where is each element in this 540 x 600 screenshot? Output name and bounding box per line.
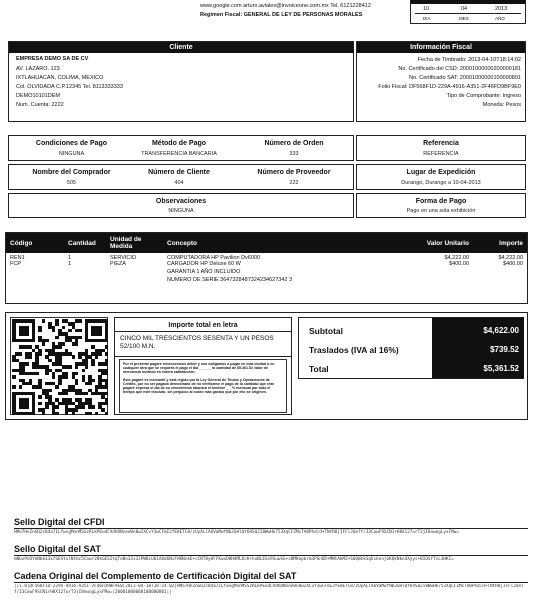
- cell-unidad: [106, 277, 163, 285]
- cell-concepto: COMPUTADORA HP Pavilion Dv6000: [167, 255, 261, 261]
- qr-module: [42, 342, 46, 346]
- letra-divider: [115, 331, 291, 332]
- cell-valor-unitario: [393, 277, 473, 285]
- qr-module: [19, 352, 23, 356]
- observaciones-label: Observaciones: [155, 198, 207, 205]
- qr-module: [35, 372, 39, 376]
- date-year: 2013: [495, 6, 508, 12]
- numcliente-value: 404: [174, 180, 184, 186]
- qr-module: [105, 339, 109, 343]
- table-row: [6, 269, 527, 277]
- qr-module: [105, 392, 109, 396]
- qr-module: [72, 412, 76, 416]
- fiscal-box: [356, 41, 526, 122]
- qr-module: [55, 322, 59, 326]
- qr-module: [82, 405, 86, 409]
- qr-module: [98, 352, 102, 356]
- metodo-label: Método de Pago: [151, 140, 207, 147]
- qr-module: [38, 395, 42, 399]
- cell-concepto: GARANTIA 1 AÑO INCLUIDO: [167, 269, 241, 275]
- cliente-address-1: AV. LAZARO. 123: [16, 66, 60, 72]
- metodo-value: TRANSFERENCIA BANCARIA: [141, 151, 217, 157]
- observaciones-value: NINGUNA: [168, 208, 194, 214]
- qr-module: [88, 382, 92, 386]
- cell-cantidad: [64, 277, 106, 285]
- qr-module: [91, 379, 95, 383]
- qr-module: [91, 405, 95, 409]
- qr-module: [82, 369, 86, 373]
- qr-module: [38, 329, 42, 333]
- referencia-label: Referencia: [423, 140, 459, 147]
- qr-module: [38, 402, 42, 406]
- cadena-value: ||1.0|DF568F1D-229A-4916-A351-2F46FD9BF9E0|2013-04-10T18:14:02|HMo7HnZnGQ2c84a71LfwvgMnnMSSzRLkPEudCVdhDNveeBn8w2XCvY3wCFmI2fE8ETC8/zUyALlA6VaMwfNb3SHlQY69SQ2I8WwHk753XqCFZMcTA0Phd/d+TNtR8jIFFlJQe7f/I3CowF9SCN1rH8X127urT3jI8nwogLyxFMw=|20001000000100000801||: [14, 584, 524, 595]
- cell-cantidad: 1: [68, 255, 72, 261]
- qr-module: [32, 339, 36, 343]
- header-importe: Importe: [473, 233, 527, 253]
- qr-module: [75, 408, 79, 412]
- qr-module: [65, 392, 69, 396]
- qr-module: [45, 372, 49, 376]
- cell-concepto: CARGADOR HP Deluxe 60 W: [167, 261, 241, 267]
- fiscal-tipo: Tipo de Comprobante: Ingreso: [446, 93, 521, 99]
- header-concepto: Concepto: [163, 233, 393, 253]
- forma-pago-label: Forma de Pago: [415, 198, 467, 205]
- qr-module: [55, 412, 59, 416]
- forma-pago-value: Pago en una sola exhibición: [406, 208, 476, 214]
- subtotal-value: $4,622.00: [483, 326, 519, 335]
- cadena-rule: [14, 582, 528, 583]
- qr-module: [48, 389, 52, 393]
- items-table: [6, 233, 527, 285]
- issuer-contact-line: www.google.com arturo.aviales@invoiceone.com.mx Tel. 6121228412: [200, 3, 371, 9]
- cliente-account: Num. Cuenta: 2222: [16, 102, 64, 108]
- qr-module: [42, 319, 46, 323]
- cell-unidad: SERVICIO: [110, 255, 137, 261]
- qr-module: [32, 412, 36, 416]
- qr-module: [55, 336, 59, 340]
- date-divider: [415, 13, 521, 14]
- fiscal-folio: Folio Fiscal: DF568F1D-229A-4916-A351-2F46FD9BF9E0: [378, 84, 521, 90]
- lugar-value: Durango, Durango a 10-04-2013: [401, 180, 481, 186]
- qr-module: [105, 372, 109, 376]
- qr-module: [105, 362, 109, 366]
- condiciones-value: NINGUNA: [58, 151, 85, 157]
- forma-pago-box: [356, 193, 526, 218]
- letra-box: [114, 317, 292, 415]
- qr-module: [105, 352, 109, 356]
- fiscal-title: Información Fiscal: [357, 42, 525, 53]
- orden-label: Número de Orden: [264, 140, 324, 147]
- cell-importe: $400.00: [503, 261, 523, 267]
- cadena-title: Cadena Original del Complemento de Certificación Digital del SAT: [14, 571, 297, 581]
- cliente-rfc: DEMO10101DEM: [16, 93, 61, 99]
- qr-module: [19, 385, 23, 389]
- qr-module: [98, 332, 102, 336]
- qr-module: [85, 392, 89, 396]
- cell-valor-unitario: $400.00: [449, 261, 469, 267]
- totals-box: [298, 317, 524, 379]
- cliente-address-2: IXTLAHUACAN, COLIMA, MEXICO: [16, 75, 104, 81]
- qr-module: [52, 375, 56, 379]
- qr-module: [75, 342, 79, 346]
- cell-valor-unitario: [393, 269, 473, 277]
- cell-concepto: NUMERO DE SERIE 3647328487324234627342 3: [167, 277, 293, 283]
- sello-cfdi-title: Sello Digital del CFDI: [14, 517, 105, 527]
- qr-module: [105, 412, 109, 416]
- qr-module: [65, 412, 69, 416]
- cell-unidad: [106, 269, 163, 277]
- qr-module: [25, 332, 29, 336]
- cell-codigo: [6, 277, 64, 285]
- traslados-label: Traslados (IVA al 16%): [309, 345, 399, 355]
- qr-module: [58, 345, 62, 349]
- qr-module: [65, 375, 69, 379]
- pagare-text-2: Este pagaré es mercantil y está regido por la Ley General de Títulos y Operaciones de Crédito, por no ser pagado demostrado de no verificarse el pago de la cantidad que este pagaré expresa el día de su vencimiento abonará el tenedor ___% mensual por todo el tiempo que esté insoluto, sin perjuicio al cobro más gastos que por ello se originen.: [123, 377, 275, 395]
- qr-module: [78, 336, 82, 340]
- totals-section: [5, 312, 528, 420]
- total-value: $5,361.52: [483, 364, 519, 373]
- table-row: [6, 277, 527, 285]
- cell-codigo: [6, 269, 64, 277]
- date-year-label: AÑO: [495, 16, 505, 21]
- cliente-title: Cliente: [9, 42, 353, 53]
- comprador-label: Nombre del Comprador: [32, 169, 111, 176]
- qr-module: [45, 339, 49, 343]
- cell-codigo: REN1: [10, 255, 25, 261]
- letra-title: Importe total en letra: [168, 322, 238, 329]
- pagare-box: [119, 359, 287, 413]
- header-valor-unitario: Valor Unitario: [393, 233, 473, 253]
- cell-codigo: FCP: [10, 261, 21, 267]
- proveedor-label: Número de Proveedor: [257, 169, 331, 176]
- cliente-name: EMPRESA DEMO SA DE CV: [16, 56, 89, 62]
- items-box: [5, 232, 528, 304]
- payment-info-box: [8, 135, 354, 161]
- cell-cantidad: [64, 269, 106, 277]
- qr-module: [12, 385, 16, 389]
- sello-cfdi-value: HMo7HnZnGQ2c84a71LfwvgMnnMSSzRLkPEudCVdhDNveeBn8w2XCvY3wCFmI2fE8ETC8/zUyALlA6VaMwfNb3SHlQY69SQ2I8WwHk753XqCFZMcTA0Phd/d+TNtR8jIFFlJQe7f/I3CowF9SCN1rH8X127urT3jI8nwogLyxFMw=: [14, 530, 459, 535]
- cell-importe: [473, 269, 527, 277]
- cliente-box: [8, 41, 354, 122]
- qr-module: [45, 405, 49, 409]
- header-unidad: Unidad de Medida: [106, 233, 163, 253]
- lugar-label: Lugar de Expedición: [406, 169, 476, 176]
- qr-module: [62, 342, 66, 346]
- qr-module: [52, 329, 56, 333]
- cell-importe: [473, 277, 527, 285]
- observaciones-box: [8, 193, 354, 218]
- cell-valor-unitario: $4,222.00: [444, 255, 469, 261]
- condiciones-label: Condiciones de Pago: [35, 140, 108, 147]
- qr-module: [58, 382, 62, 386]
- qr-module: [75, 382, 79, 386]
- fiscal-cert-sat: No. Certificado SAT: 20001000000100000801: [409, 75, 521, 81]
- letra-value: CINCO MIL TRESCIENTOS SESENTA Y UN PESOS 52/100 M.N.: [120, 335, 274, 350]
- qr-module: [78, 329, 82, 333]
- fiscal-timbrado: Fecha de Timbrado: 2013-04-10T18:14:02: [417, 57, 521, 63]
- letra-divider-2: [115, 356, 291, 357]
- items-header-row: [6, 233, 527, 253]
- fiscal-csd: No. Certificado del CSD: 20001000000200000181: [398, 66, 521, 72]
- qr-module: [85, 365, 89, 369]
- qr-module: [75, 365, 79, 369]
- header-cantidad: Cantidad: [64, 233, 106, 253]
- cell-cantidad: 1: [68, 261, 72, 267]
- subtotal-label: Subtotal: [309, 326, 343, 336]
- qr-module: [78, 319, 82, 323]
- issuer-regimen: Regimen Fiscal: GENERAL DE LEY DE PERSONAS MORALES: [200, 12, 363, 18]
- date-day: 10: [423, 6, 430, 12]
- qr-module: [29, 355, 33, 359]
- referencia-value: REFERENCIA: [423, 151, 459, 157]
- total-label: Total: [309, 364, 329, 374]
- qr-module: [68, 329, 72, 333]
- qr-module: [91, 362, 95, 366]
- fiscal-moneda: Moneda: Pesos: [482, 102, 521, 108]
- cliente-address-3: Col. OLVIDADA C.P.12345 Tel. 8113333333: [16, 84, 123, 90]
- date-day-label: DIA: [423, 16, 431, 21]
- qr-code: [10, 317, 108, 415]
- qr-module: [25, 362, 29, 366]
- qr-module: [95, 412, 99, 416]
- numcliente-label: Número de Cliente: [148, 169, 210, 176]
- qr-module: [42, 412, 46, 416]
- date-block: [410, 0, 526, 24]
- cell-unidad: PIEZA: [110, 261, 126, 267]
- traslados-value: $739.52: [490, 345, 519, 354]
- date-month: 04: [461, 6, 468, 12]
- qr-module: [38, 352, 42, 356]
- qr-module: [55, 385, 59, 389]
- qr-module: [95, 355, 99, 359]
- sello-sat-value: mNGxPnDYkNb613x7SEStxlNtbc5Cowr28kGES2tqTeBn33i3JPWBiU61ADd6NiFHKNckE+cCNT8yHFFKwxD8H4MLDcK+huNLESn9SuwSG+z8MKepbrm3PSnDD+MNtAkMZ+S0QWzkSqEcknnjGKQkNkn4Xyys+BIOSf7sL3HKI=: [14, 557, 454, 562]
- sello-sat-rule: [14, 555, 528, 556]
- lugar-box: [356, 164, 526, 190]
- qr-module: [25, 405, 29, 409]
- qr-module: [105, 402, 109, 406]
- orden-value: 333: [289, 151, 299, 157]
- qr-module: [72, 355, 76, 359]
- referencia-box: [356, 135, 526, 161]
- qr-module: [68, 365, 72, 369]
- table-row: [6, 253, 527, 261]
- header-codigo: Código: [6, 233, 64, 253]
- proveedor-value: 222: [289, 180, 299, 186]
- pagare-text-1: Por el presente pagaré reconocemos deber y nos obligamos a pagar en esta ciudad o en cualquier otra que se requiera el pago el día ______ la cantidad de $5,361.52 valor de mercancía recibido en entera satisfacción.: [123, 362, 275, 375]
- qr-module: [105, 385, 109, 389]
- cell-importe: $4,222.00: [498, 255, 523, 261]
- table-row: [6, 261, 527, 269]
- sello-cfdi-rule: [14, 528, 528, 529]
- buyer-info-box: [8, 164, 354, 190]
- comprador-value: 505: [66, 180, 77, 186]
- sello-sat-title: Sello Digital del SAT: [14, 544, 101, 554]
- qr-module: [12, 375, 16, 379]
- date-month-label: MES: [459, 16, 469, 21]
- qr-module: [75, 372, 79, 376]
- qr-module: [55, 405, 59, 409]
- qr-module: [88, 412, 92, 416]
- qr-module: [105, 345, 109, 349]
- qr-module: [62, 326, 66, 330]
- date-header-bar: [411, 0, 525, 4]
